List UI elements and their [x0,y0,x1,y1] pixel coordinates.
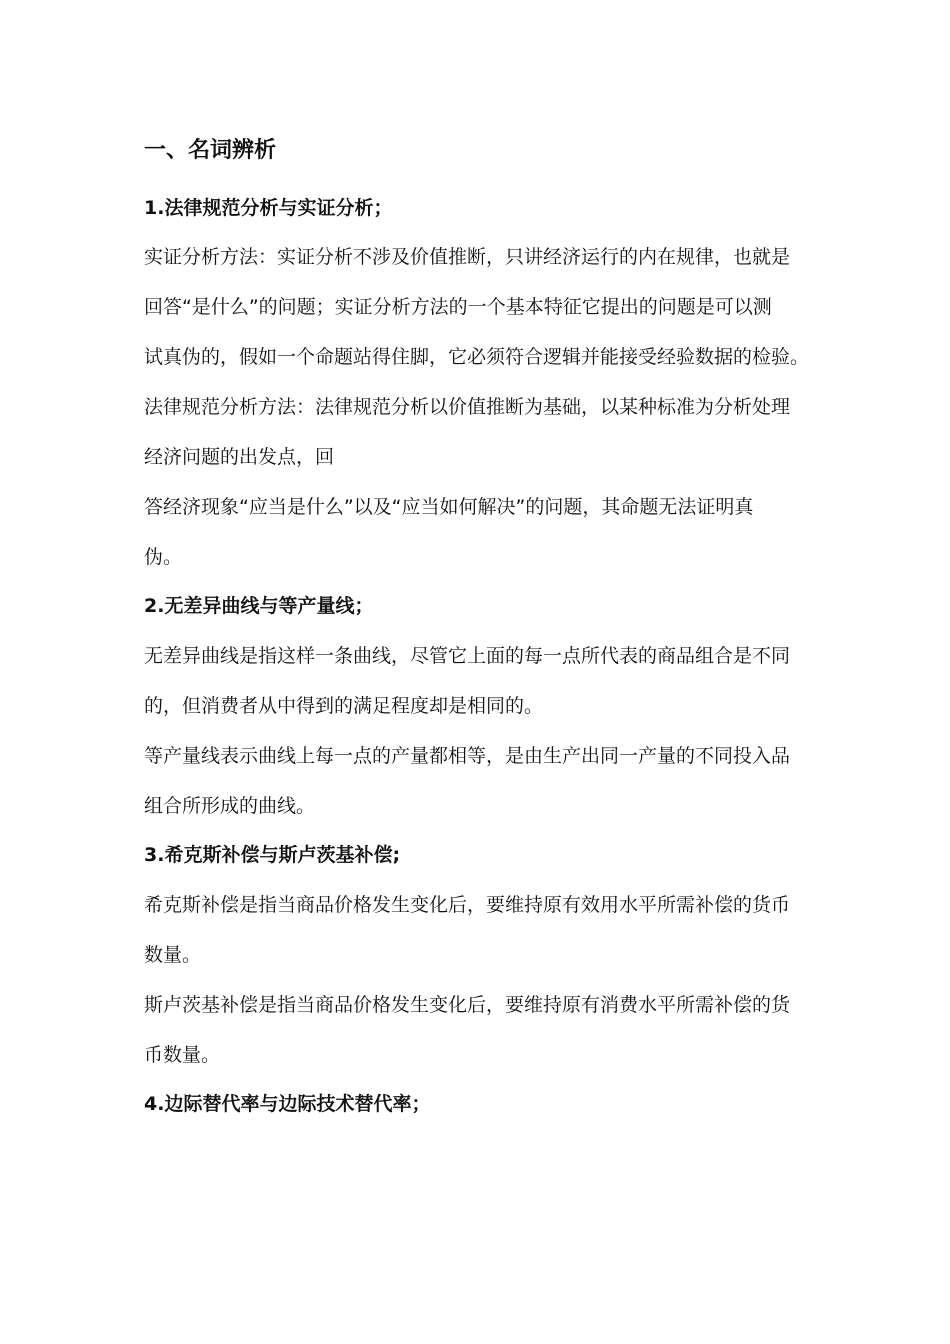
paragraph-line: 希克斯补偿是指当商品价格发生变化后，要维持原有效用水平所需补偿的货币 [144,894,791,916]
paragraph-line: 伪。 [144,546,183,568]
subheading-3: 3.希克斯补偿与斯卢茨基补偿; [144,844,401,866]
paragraph-line: 经济问题的出发点，回 [144,446,335,468]
paragraph-line: 回答“是什么”的问题；实证分析方法的一个基本特征它提出的问题是可以测 [144,296,772,318]
paragraph-line: 实证分析方法：实证分析不涉及价值推断，只讲经济运行的内在规律，也就是 [144,246,791,268]
paragraph-line: 的，但消费者从中得到的满足程度却是相同的。 [144,695,544,717]
subheading-4: 4.边际替代率与边际技术替代率； [144,1093,431,1115]
subheading-1: 1.法律规范分析与实证分析； [144,197,393,219]
paragraph-line: 数量。 [144,944,202,966]
paragraph-line: 币数量。 [144,1044,221,1066]
section-title: 一、名词辨析 [144,138,277,163]
paragraph-line: 组合所形成的曲线。 [144,795,316,817]
paragraph-line: 斯卢茨基补偿是指当商品价格发生变化后，要维持原有消费水平所需补偿的货 [144,994,791,1016]
paragraph-line: 等产量线表示曲线上每一点的产量都相等，是由生产出同一产量的不同投入品 [144,745,791,767]
paragraph-line: 法律规范分析方法：法律规范分析以价值推断为基础，以某种标准为分析处理 [144,396,791,418]
paragraph-line: 试真伪的，假如一个命题站得住脚，它必须符合逻辑并能接受经验数据的检验。 [144,346,810,368]
paragraph-line: 答经济现象“应当是什么”以及“应当如何解决”的问题，其命题无法证明真 [144,496,754,518]
subheading-2: 2.无差异曲线与等产量线； [144,595,374,617]
paragraph-line: 无差异曲线是指这样一条曲线，尽管它上面的每一点所代表的商品组合是不同 [144,645,791,667]
